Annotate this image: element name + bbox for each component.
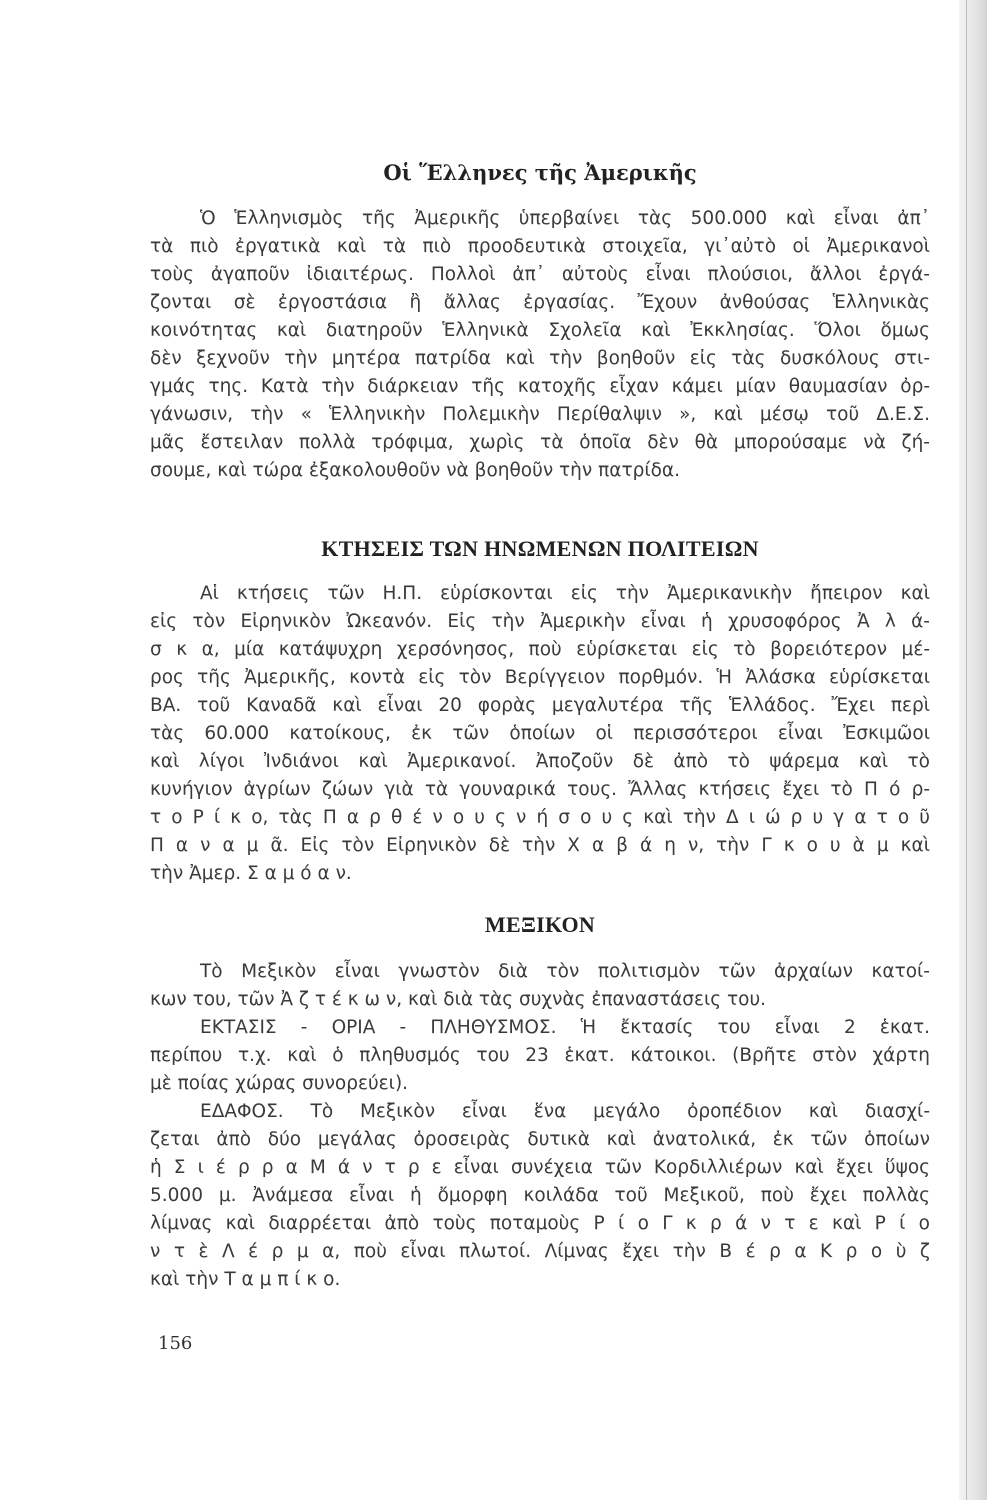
text-line: ΕΔΑΦΟΣ. Τὸ Μεξικὸν εἶναι ἕνα μεγάλο ὀροπέδιον καὶ διασχί- (200, 1101, 930, 1122)
text-line: τοὺς ἀγαποῦν ἰδιαιτέρως. Πολλοὶ ἀπ᾿ αὐτοὺς εἶναι πλούσιοι, ἄλλοι ἐργά- (150, 264, 930, 285)
text-line: λίμνας καὶ διαρρέεται ἀπὸ τοὺς ποταμοὺς Ρ ί ο Γ κ ρ ά ν τ ε καὶ Ρ ί ο (150, 1213, 930, 1234)
text-line: Τὸ Μεξικὸν εἶναι γνωστὸν διὰ τὸν πολιτισμὸν τῶν ἀρχαίων κατοί- (200, 961, 930, 982)
text-line: γάνωσιν, τὴν « Ἑλληνικὴν Πολεμικὴν Περίθαλψιν », καὶ μέσῳ τοῦ Δ.Ε.Σ. (150, 404, 930, 425)
text-line: περίπου τ.χ. καὶ ὁ πληθυσμός του 23 ἑκατ. κάτοικοι. (Βρῆτε στὸν χάρτη (150, 1045, 930, 1066)
text-line: ζονται σὲ ἐργοστάσια ἢ ἄλλας ἐργασίας. Ἔχουν ἀνθούσας Ἑλληνικὰς (150, 292, 930, 313)
text-line: ζεται ἀπὸ δύο μεγάλας ὀροσειρὰς δυτικὰ καὶ ἀνατολικά, ἐκ τῶν ὁποίων (150, 1129, 930, 1150)
text-line: κων του, τῶν Ἀ ζ τ έ κ ω ν, καὶ διὰ τὰς συχνὰς ἐπαναστάσεις του. (150, 989, 767, 1010)
text-line: γμάς της. Κατὰ τὴν διάρκειαν τῆς κατοχῆς εἶχαν κάμει μίαν θαυμασίαν ὀρ- (150, 376, 930, 397)
text-line: ρος τῆς Ἀμερικῆς, κοντὰ εἰς τὸν Βερίγγειον πορθμόν. Ἡ Ἀλάσκα εὑρίσκεται (150, 667, 930, 688)
page-edge-line (966, 0, 967, 1500)
page-binding-edge (959, 0, 987, 1500)
text-line: τὴν Ἀμερ. Σ α μ ό α ν. (150, 863, 352, 884)
paragraph-mexico (150, 958, 930, 1294)
text-line: τὰς 60.000 κατοίκους, ἐκ τῶν ὁποίων οἱ περισσότεροι εἶναι Ἐσκιμῶοι (150, 723, 930, 744)
text-line: καὶ λίγοι Ἰνδιάνοι καὶ Ἀμερικανοί. Ἀποζοῦν δὲ ἀπὸ τὸ ψάρεμα καὶ τὸ (150, 751, 930, 772)
text-line: κοινότητας καὶ διατηροῦν Ἑλληνικὰ Σχολεῖα καὶ Ἐκκλησίας. Ὅλοι ὅμως (150, 320, 930, 341)
heading-us-possessions: ΚΤΗΣΕΙΣ ΤΩΝ ΗΝΩΜΕΝΩΝ ΠΟΛΙΤΕΙΩΝ (321, 536, 759, 561)
text-line: εἰς τὸν Εἰρηνικὸν Ὠκεανόν. Εἰς τὴν Ἀμερικὴν εἶναι ἡ χρυσοφόρος Ἀ λ ά- (150, 611, 930, 632)
text-line: σ κ α, μία κατάψυχρη χερσόνησος, ποὺ εὑρίσκεται εἰς τὸ βορειότερον μέ- (150, 639, 930, 660)
text-line: 5.000 μ. Ἀνάμεσα εἶναι ἡ ὄμορφη κοιλάδα τοῦ Μεξικοῦ, ποὺ ἔχει πολλὰς (150, 1185, 930, 1206)
heading-mexico: ΜΕΞΙΚΟΝ (484, 912, 596, 937)
text-line: ν τ ὲ Λ έ ρ μ α, ποὺ εἶναι πλωτοί. Λίμνας ἔχει τὴν Β έ ρ α Κ ρ ο ὺ ζ (150, 1241, 930, 1262)
text-line: ΕΚΤΑΣΙΣ - ΟΡΙΑ - ΠΛΗΘΥΣΜΟΣ. Ἡ ἔκτασίς του εἶναι 2 ἑκατ. (200, 1017, 930, 1038)
text-line: Αἱ κτήσεις τῶν Η.Π. εὑρίσκονται εἰς τὴν Ἀμερικανικὴν ἤπειρον καὶ (200, 583, 930, 604)
paragraph-greeks-of-america (150, 205, 930, 485)
text-line: κυνήγιον ἀγρίων ζώων γιὰ τὰ γουναρικά τους. Ἄλλας κτήσεις ἔχει τὸ Π ό ρ- (150, 779, 930, 800)
page-title: Οἱ Ἕλληνες τῆς Ἀμερικῆς (383, 160, 697, 185)
page-number: 156 (158, 1333, 193, 1354)
text-line: μὲ ποίας χώρας συνορεύει). (150, 1073, 409, 1094)
paragraph-us-possessions (150, 580, 930, 888)
text-line: τὰ πιὸ ἐργατικὰ καὶ τὰ πιὸ προοδευτικὰ στοιχεῖα, γι᾿αὐτὸ οἱ Ἀμερικανοὶ (150, 236, 930, 257)
text-line: Π α ν α μ ᾶ. Εἰς τὸν Εἰρηνικὸν δὲ τὴν Χ α β ά η ν, τὴν Γ κ ο υ ὰ μ καὶ (150, 835, 930, 856)
text-line: ΒΑ. τοῦ Καναδᾶ καὶ εἶναι 20 φορὰς μεγαλυτέρα τῆς Ἑλλάδος. Ἔχει περὶ (150, 695, 930, 716)
text-line: τ ο Ρ ί κ ο, τὰς Π α ρ θ έ ν ο υ ς ν ή σ ο υ ς καὶ τὴν Δ ι ώ ρ υ γ α τ ο ῦ (150, 807, 930, 828)
text-line: σουμε, καὶ τώρα ἐξακολουθοῦν νὰ βοηθοῦν τὴν πατρίδα. (150, 460, 680, 481)
text-line: Ὁ Ἑλληνισμὸς τῆς Ἀμερικῆς ὑπερβαίνει τὰς 500.000 καὶ εἶναι ἀπ᾿ (200, 208, 930, 229)
text-line: καὶ τὴν Τ α μ π ί κ ο. (150, 1269, 341, 1290)
text-line: μᾶς ἔστειλαν πολλὰ τρόφιμα, χωρὶς τὰ ὁποῖα δὲν θὰ μπορούσαμε νὰ ζή- (150, 432, 930, 453)
text-line: δὲν ξεχνοῦν τὴν μητέρα πατρίδα καὶ τὴν βοηθοῦν εἰς τὰς δυσκόλους στι- (150, 348, 930, 369)
text-line: ἡ Σ ι έ ρ ρ α Μ ά ν τ ρ ε εἶναι συνέχεια τῶν Κορδιλλιέρων καὶ ἔχει ὕψος (150, 1157, 930, 1178)
